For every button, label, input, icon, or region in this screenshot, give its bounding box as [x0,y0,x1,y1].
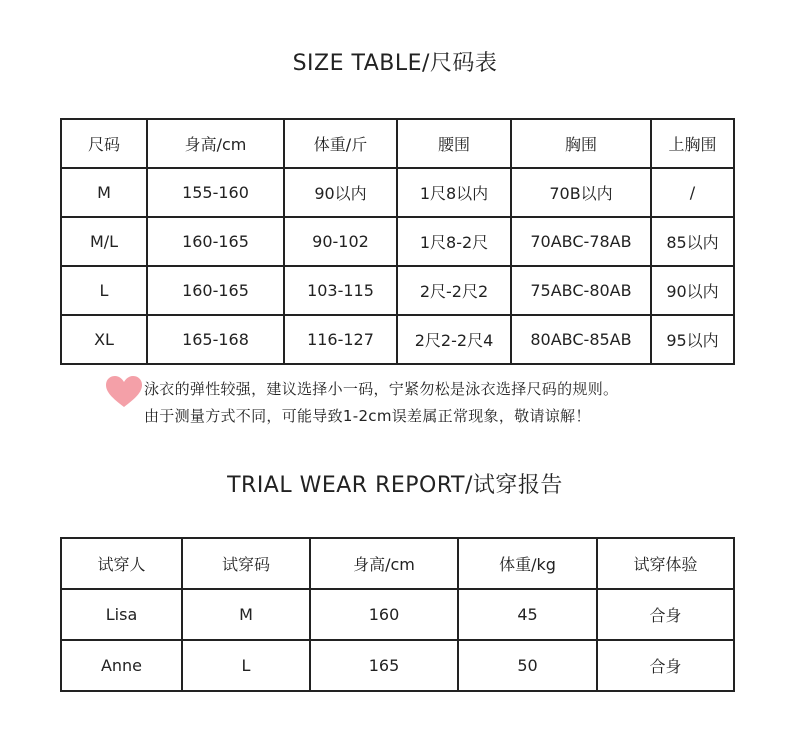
header-cell: 体重/kg [458,538,597,589]
table-cell: 90-102 [284,217,397,266]
table-cell: 116-127 [284,315,397,364]
table-row [61,589,734,640]
table-cell: 95以内 [651,315,734,364]
table-cell: 70ABC-78AB [511,217,651,266]
size-table-header-row [61,119,734,168]
trial-table-header-row [61,538,734,589]
table-cell: 1尺8-2尺 [397,217,511,266]
table-row [61,168,734,217]
table-cell: M [61,168,147,217]
size-table [60,118,735,365]
table-cell: 1尺8以内 [397,168,511,217]
table-cell: 2尺-2尺2 [397,266,511,315]
header-cell: 试穿体验 [597,538,734,589]
table-cell: 160 [310,589,458,640]
header-cell: 试穿人 [61,538,182,589]
header-cell: 身高/cm [147,119,284,168]
table-cell: 160-165 [147,266,284,315]
table-cell: 45 [458,589,597,640]
table-cell: 50 [458,640,597,691]
table-cell: 合身 [597,589,734,640]
size-table-title: SIZE TABLE/尺码表 [292,51,498,76]
table-cell: M [182,589,310,640]
header-cell: 上胸围 [651,119,734,168]
table-cell: 2尺2-2尺4 [397,315,511,364]
table-cell: 合身 [597,640,734,691]
table-row [61,640,734,691]
table-cell: Lisa [61,589,182,640]
table-cell: 103-115 [284,266,397,315]
table-cell: XL [61,315,147,364]
table-cell: L [61,266,147,315]
trial-report-title: TRIAL WEAR REPORT/试穿报告 [227,473,563,498]
header-cell: 胸围 [511,119,651,168]
note-line-2: 由于测量方式不同，可能导致1-2cm误差属正常现象，敬请谅解！ [144,407,591,425]
table-cell: 70B以内 [511,168,651,217]
table-cell: / [651,168,734,217]
heart-icon [106,376,142,408]
table-cell: 80ABC-85AB [511,315,651,364]
table-cell: 155-160 [147,168,284,217]
table-cell: 75ABC-80AB [511,266,651,315]
note-line-1: 泳衣的弹性较强，建议选择小一码，宁紧勿松是泳衣选择尺码的规则。 [144,380,619,398]
table-cell: 165 [310,640,458,691]
table-cell: M/L [61,217,147,266]
table-row [61,315,734,364]
header-cell: 尺码 [61,119,147,168]
table-cell: 85以内 [651,217,734,266]
table-cell: 160-165 [147,217,284,266]
table-cell: L [182,640,310,691]
header-cell: 试穿码 [182,538,310,589]
header-cell: 腰围 [397,119,511,168]
table-cell: 90以内 [284,168,397,217]
table-cell: 90以内 [651,266,734,315]
trial-report-table [60,537,735,692]
table-cell: Anne [61,640,182,691]
header-cell: 身高/cm [310,538,458,589]
table-row [61,217,734,266]
header-cell: 体重/斤 [284,119,397,168]
table-cell: 165-168 [147,315,284,364]
table-row [61,266,734,315]
